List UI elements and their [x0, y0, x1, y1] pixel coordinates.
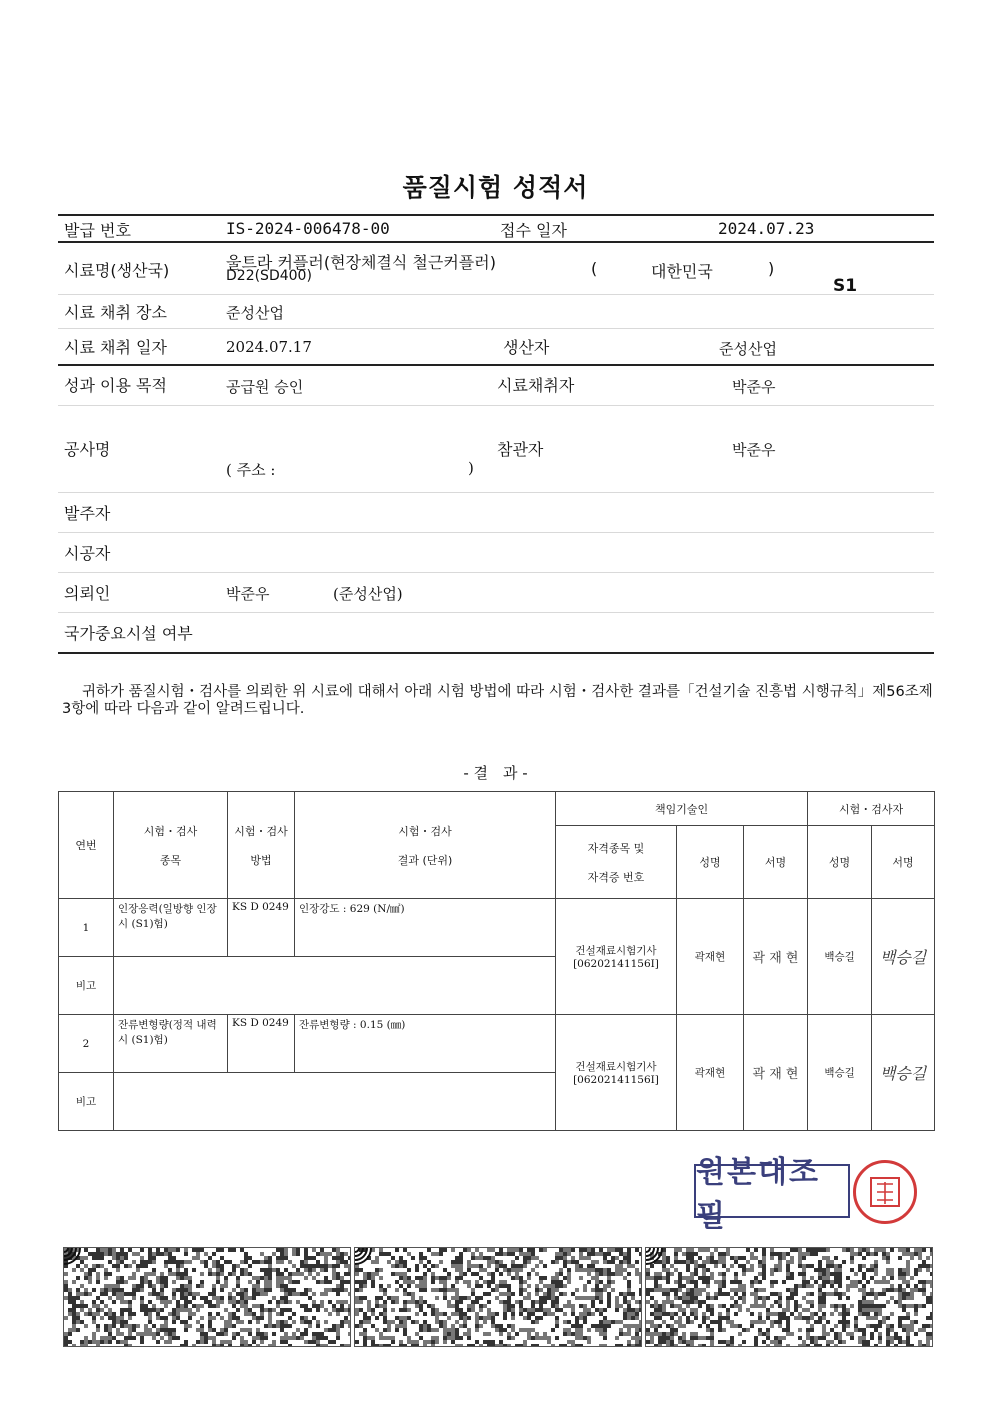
sampling-date-label: 시료 채취 일자 — [64, 338, 167, 357]
issue-no: IS-2024-006478-00 — [226, 219, 390, 238]
project-label: 공사명 — [64, 440, 111, 459]
sampler: 박준우 — [732, 378, 776, 396]
col-header-tester-sign: 서명 — [872, 826, 935, 899]
row-item: 잔류변형량(정적 내력시 (S1)험) — [114, 1015, 228, 1073]
official-seal-icon — [853, 1160, 917, 1224]
col-header-result: 시험・검사 결과 (단위) — [295, 792, 556, 899]
page-title: 품질시험 성적서 — [402, 173, 589, 202]
security-pattern-icon — [63, 1247, 351, 1347]
col-header-tester: 시험・검사자 — [808, 792, 935, 826]
requester: 박준우 — [226, 585, 270, 603]
remarks-value — [114, 957, 556, 1015]
sampling-place-label: 시료 채취 장소 — [64, 303, 167, 322]
requester-label: 의뢰인 — [64, 584, 111, 603]
notice-text: 귀하가 품질시험・검사를 의뢰한 위 시료에 대해서 아래 시험 방법에 따라 시험・검사한 결과를「건설기술 진흥법 시행규칙」제56조제3항에 따라 다음과 같이 알려드립니다. — [62, 684, 933, 717]
country-open: ( — [591, 259, 598, 278]
requester-company: (준성산업) — [333, 585, 403, 603]
row-tester-signature: 백승길 — [872, 899, 935, 1015]
contractor-label: 시공자 — [64, 544, 111, 563]
client-label: 발주자 — [64, 504, 111, 523]
divider — [58, 294, 934, 295]
remarks-value — [114, 1073, 556, 1131]
divider — [58, 364, 934, 366]
row-result: 인장강도 : 629 (N/㎟) — [295, 899, 556, 957]
col-header-tester-name: 성명 — [808, 826, 872, 899]
divider — [58, 572, 934, 573]
col-header-method: 시험・검사 방법 — [228, 792, 295, 899]
receipt-date-label: 접수 일자 — [500, 221, 567, 240]
producer: 준성산업 — [719, 340, 777, 358]
security-pattern-icon — [354, 1247, 642, 1347]
col-header-engineer: 책임기술인 — [556, 792, 808, 826]
col-header-qualification: 자격종목 및 자격증 번호 — [556, 826, 677, 899]
results-title: - 결 과 - — [463, 764, 528, 782]
divider — [58, 405, 934, 406]
address-close: ) — [468, 459, 474, 477]
row-no: 1 — [59, 899, 114, 957]
divider — [58, 652, 934, 654]
country: 대한민국 — [651, 262, 713, 281]
sample-name-label: 시료명(생산국) — [64, 261, 170, 280]
country-close: ) — [768, 259, 775, 278]
divider — [58, 241, 934, 243]
witness-label: 참관자 — [497, 440, 544, 459]
sample-name: 울트라 커플러(현장체결식 철근커플러) — [226, 253, 496, 272]
original-copy-stamp: 원본대조필 — [694, 1164, 850, 1218]
document-code: S1 — [833, 276, 858, 296]
results-table — [58, 791, 935, 1131]
divider — [58, 214, 934, 216]
row-qualification: 건설재료시험기사 [06202141156I] — [556, 899, 677, 1015]
divider — [58, 328, 934, 329]
purpose: 공급원 승인 — [226, 378, 304, 396]
row-no: 2 — [59, 1015, 114, 1073]
sample-spec: D22(SD400) — [226, 268, 312, 284]
table-row — [59, 1015, 935, 1073]
address-label: ( 주소 : — [226, 461, 276, 479]
row-eng-name: 곽재현 — [677, 1015, 744, 1131]
remarks-label: 비고 — [59, 957, 114, 1015]
national-facility-label: 국가중요시설 여부 — [64, 624, 193, 643]
purpose-label: 성과 이용 목적 — [64, 376, 167, 395]
divider — [58, 532, 934, 533]
row-item: 인장응력(일방향 인장 시 (S1)험) — [114, 899, 228, 957]
col-header-eng-name: 성명 — [677, 826, 744, 899]
row-result: 잔류변형량 : 0.15 (㎜) — [295, 1015, 556, 1073]
row-method: KS D 0249 — [228, 1015, 295, 1073]
sampling-date: 2024.07.17 — [226, 338, 312, 356]
remarks-label: 비고 — [59, 1073, 114, 1131]
divider — [58, 492, 934, 493]
sampler-label: 시료채취자 — [497, 376, 575, 395]
row-tester-name: 백승길 — [808, 899, 872, 1015]
col-header-eng-sign: 서명 — [744, 826, 808, 899]
row-eng-signature: 곽 재 현 — [744, 1015, 808, 1131]
issue-no-label: 발급 번호 — [64, 221, 131, 240]
table-row — [59, 899, 935, 957]
col-header-item: 시험・검사 종목 — [114, 792, 228, 899]
producer-label: 생산자 — [503, 338, 550, 357]
row-tester-signature: 백승길 — [872, 1015, 935, 1131]
row-method: KS D 0249 — [228, 899, 295, 957]
row-tester-name: 백승길 — [808, 1015, 872, 1131]
receipt-date: 2024.07.23 — [718, 219, 815, 238]
sampling-place: 준성산업 — [226, 304, 284, 322]
witness: 박준우 — [732, 441, 776, 459]
col-header-no: 연번 — [59, 792, 114, 899]
row-qualification: 건설재료시험기사 [06202141156I] — [556, 1015, 677, 1131]
divider — [58, 612, 934, 613]
row-eng-name: 곽재현 — [677, 899, 744, 1015]
row-eng-signature: 곽 재 현 — [744, 899, 808, 1015]
security-pattern-icon — [645, 1247, 933, 1347]
